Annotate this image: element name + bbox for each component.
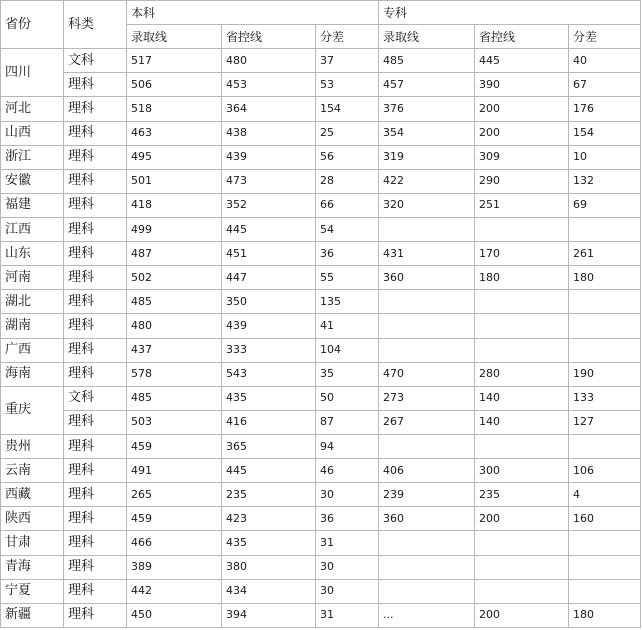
category-cell: 文科 <box>64 386 127 410</box>
undergrad-admit-line-cell: 450 <box>127 603 222 627</box>
junior-difference-cell: 67 <box>569 73 641 97</box>
junior-control-line-cell <box>475 338 569 362</box>
header-junior-control-line: 省控线 <box>475 25 569 49</box>
junior-difference-cell: 10 <box>569 145 641 169</box>
junior-control-line-cell: 200 <box>475 121 569 145</box>
junior-difference-cell: 133 <box>569 386 641 410</box>
undergrad-control-line-cell: 439 <box>222 145 316 169</box>
junior-difference-cell <box>569 290 641 314</box>
junior-admit-line-cell: 470 <box>379 362 475 386</box>
junior-admit-line-cell: 376 <box>379 97 475 121</box>
junior-control-line-cell <box>475 555 569 579</box>
category-cell: 理科 <box>64 531 127 555</box>
junior-admit-line-cell: 354 <box>379 121 475 145</box>
junior-admit-line-cell <box>379 290 475 314</box>
undergrad-admit-line-cell: 487 <box>127 242 222 266</box>
undergrad-difference-cell: 30 <box>316 555 379 579</box>
junior-difference-cell <box>569 217 641 241</box>
category-cell: 理科 <box>64 73 127 97</box>
junior-control-line-cell: 290 <box>475 169 569 193</box>
category-cell: 理科 <box>64 338 127 362</box>
category-cell: 理科 <box>64 314 127 338</box>
table-row <box>1 314 641 338</box>
province-cell: 安徽 <box>1 169 64 193</box>
category-cell: 文科 <box>64 49 127 73</box>
table-row <box>1 217 641 241</box>
undergrad-admit-line-cell: 466 <box>127 531 222 555</box>
category-cell: 理科 <box>64 217 127 241</box>
junior-admit-line-cell <box>379 555 475 579</box>
undergrad-difference-cell: 30 <box>316 579 379 603</box>
header-junior-admit-line: 录取线 <box>379 25 475 49</box>
undergrad-difference-cell: 30 <box>316 483 379 507</box>
junior-control-line-cell: 170 <box>475 242 569 266</box>
undergrad-control-line-cell: 445 <box>222 459 316 483</box>
undergrad-difference-cell: 53 <box>316 73 379 97</box>
undergrad-control-line-cell: 473 <box>222 169 316 193</box>
undergrad-admit-line-cell: 480 <box>127 314 222 338</box>
junior-difference-cell: 180 <box>569 266 641 290</box>
junior-control-line-cell: 140 <box>475 410 569 434</box>
undergrad-control-line-cell: 352 <box>222 193 316 217</box>
junior-control-line-cell <box>475 314 569 338</box>
undergrad-difference-cell: 25 <box>316 121 379 145</box>
undergrad-difference-cell: 104 <box>316 338 379 362</box>
junior-difference-cell <box>569 579 641 603</box>
header-undergrad-admit-line: 录取线 <box>127 25 222 49</box>
junior-control-line-cell <box>475 434 569 458</box>
undergrad-admit-line-cell: 518 <box>127 97 222 121</box>
province-cell: 河南 <box>1 266 64 290</box>
category-cell: 理科 <box>64 434 127 458</box>
undergrad-control-line-cell: 394 <box>222 603 316 627</box>
undergrad-difference-cell: 31 <box>316 531 379 555</box>
province-cell: 浙江 <box>1 145 64 169</box>
category-cell: 理科 <box>64 410 127 434</box>
undergrad-difference-cell: 36 <box>316 242 379 266</box>
table-row <box>1 483 641 507</box>
junior-control-line-cell: 309 <box>475 145 569 169</box>
junior-control-line-cell: 445 <box>475 49 569 73</box>
junior-control-line-cell: 200 <box>475 507 569 531</box>
junior-admit-line-cell: 360 <box>379 507 475 531</box>
header-junior: 专科 <box>379 1 641 25</box>
undergrad-control-line-cell: 235 <box>222 483 316 507</box>
undergrad-difference-cell: 50 <box>316 386 379 410</box>
undergrad-control-line-cell: 350 <box>222 290 316 314</box>
junior-admit-line-cell: 360 <box>379 266 475 290</box>
table-row <box>1 459 641 483</box>
undergrad-admit-line-cell: 578 <box>127 362 222 386</box>
province-cell: 四川 <box>1 49 64 97</box>
table-row <box>1 145 641 169</box>
category-cell: 理科 <box>64 242 127 266</box>
undergrad-difference-cell: 56 <box>316 145 379 169</box>
junior-admit-line-cell <box>379 531 475 555</box>
undergrad-admit-line-cell: 459 <box>127 434 222 458</box>
junior-admit-line-cell <box>379 434 475 458</box>
undergrad-admit-line-cell: 463 <box>127 121 222 145</box>
undergrad-difference-cell: 55 <box>316 266 379 290</box>
junior-difference-cell <box>569 434 641 458</box>
category-cell: 理科 <box>64 362 127 386</box>
undergrad-control-line-cell: 453 <box>222 73 316 97</box>
junior-control-line-cell: 280 <box>475 362 569 386</box>
junior-control-line-cell: 180 <box>475 266 569 290</box>
undergrad-control-line-cell: 438 <box>222 121 316 145</box>
undergrad-control-line-cell: 380 <box>222 555 316 579</box>
undergrad-control-line-cell: 365 <box>222 434 316 458</box>
table-row <box>1 49 641 73</box>
category-cell: 理科 <box>64 603 127 627</box>
junior-control-line-cell <box>475 579 569 603</box>
table-row <box>1 531 641 555</box>
junior-difference-cell <box>569 555 641 579</box>
province-cell: 贵州 <box>1 434 64 458</box>
junior-difference-cell: 40 <box>569 49 641 73</box>
junior-admit-line-cell <box>379 338 475 362</box>
category-cell: 理科 <box>64 555 127 579</box>
undergrad-difference-cell: 54 <box>316 217 379 241</box>
undergrad-control-line-cell: 447 <box>222 266 316 290</box>
category-cell: 理科 <box>64 121 127 145</box>
undergrad-control-line-cell: 434 <box>222 579 316 603</box>
category-cell: 理科 <box>64 169 127 193</box>
province-cell: 河北 <box>1 97 64 121</box>
table-body <box>1 1 641 628</box>
undergrad-control-line-cell: 416 <box>222 410 316 434</box>
undergrad-difference-cell: 28 <box>316 169 379 193</box>
junior-difference-cell: 261 <box>569 242 641 266</box>
table-row <box>1 290 641 314</box>
table-row <box>1 362 641 386</box>
table-row <box>1 169 641 193</box>
junior-difference-cell: 176 <box>569 97 641 121</box>
junior-control-line-cell: 235 <box>475 483 569 507</box>
undergrad-control-line-cell: 543 <box>222 362 316 386</box>
junior-control-line-cell <box>475 290 569 314</box>
header-junior-difference: 分差 <box>569 25 641 49</box>
undergrad-control-line-cell: 445 <box>222 217 316 241</box>
undergrad-difference-cell: 66 <box>316 193 379 217</box>
undergrad-admit-line-cell: 517 <box>127 49 222 73</box>
junior-admit-line-cell: ... <box>379 603 475 627</box>
undergrad-admit-line-cell: 506 <box>127 73 222 97</box>
undergrad-admit-line-cell: 499 <box>127 217 222 241</box>
undergrad-admit-line-cell: 389 <box>127 555 222 579</box>
junior-difference-cell: 69 <box>569 193 641 217</box>
junior-control-line-cell: 251 <box>475 193 569 217</box>
undergrad-control-line-cell: 435 <box>222 531 316 555</box>
province-cell: 青海 <box>1 555 64 579</box>
table-row <box>1 193 641 217</box>
junior-control-line-cell: 200 <box>475 97 569 121</box>
header-undergrad-control-line: 省控线 <box>222 25 316 49</box>
province-cell: 西藏 <box>1 483 64 507</box>
category-cell: 理科 <box>64 290 127 314</box>
junior-control-line-cell: 390 <box>475 73 569 97</box>
junior-difference-cell <box>569 531 641 555</box>
junior-admit-line-cell: 273 <box>379 386 475 410</box>
junior-admit-line-cell: 485 <box>379 49 475 73</box>
undergrad-difference-cell: 154 <box>316 97 379 121</box>
undergrad-admit-line-cell: 418 <box>127 193 222 217</box>
table-row <box>1 434 641 458</box>
undergrad-control-line-cell: 480 <box>222 49 316 73</box>
junior-difference-cell: 4 <box>569 483 641 507</box>
undergrad-admit-line-cell: 491 <box>127 459 222 483</box>
junior-difference-cell: 154 <box>569 121 641 145</box>
undergrad-admit-line-cell: 265 <box>127 483 222 507</box>
province-cell: 甘肃 <box>1 531 64 555</box>
undergrad-admit-line-cell: 437 <box>127 338 222 362</box>
province-cell: 山西 <box>1 121 64 145</box>
table-row <box>1 266 641 290</box>
undergrad-difference-cell: 37 <box>316 49 379 73</box>
junior-admit-line-cell: 431 <box>379 242 475 266</box>
junior-control-line-cell <box>475 217 569 241</box>
header-category: 科类 <box>64 1 127 49</box>
junior-admit-line-cell: 320 <box>379 193 475 217</box>
header-undergrad-difference: 分差 <box>316 25 379 49</box>
category-cell: 理科 <box>64 266 127 290</box>
junior-difference-cell: 180 <box>569 603 641 627</box>
undergrad-control-line-cell: 439 <box>222 314 316 338</box>
province-cell: 陕西 <box>1 507 64 531</box>
province-cell: 湖南 <box>1 314 64 338</box>
undergrad-difference-cell: 94 <box>316 434 379 458</box>
category-cell: 理科 <box>64 97 127 121</box>
category-cell: 理科 <box>64 145 127 169</box>
province-cell: 广西 <box>1 338 64 362</box>
undergrad-control-line-cell: 451 <box>222 242 316 266</box>
undergrad-difference-cell: 36 <box>316 507 379 531</box>
province-cell: 宁夏 <box>1 579 64 603</box>
table-row <box>1 507 641 531</box>
table-row <box>1 579 641 603</box>
table-row <box>1 121 641 145</box>
header-row-group <box>1 1 641 25</box>
junior-admit-line-cell: 239 <box>379 483 475 507</box>
undergrad-admit-line-cell: 495 <box>127 145 222 169</box>
junior-admit-line-cell <box>379 579 475 603</box>
province-cell: 湖北 <box>1 290 64 314</box>
province-cell: 山东 <box>1 242 64 266</box>
category-cell: 理科 <box>64 459 127 483</box>
undergrad-admit-line-cell: 502 <box>127 266 222 290</box>
header-province: 省份 <box>1 1 64 49</box>
undergrad-control-line-cell: 423 <box>222 507 316 531</box>
table-row <box>1 338 641 362</box>
junior-difference-cell: 127 <box>569 410 641 434</box>
undergrad-admit-line-cell: 501 <box>127 169 222 193</box>
undergrad-admit-line-cell: 485 <box>127 386 222 410</box>
undergrad-control-line-cell: 435 <box>222 386 316 410</box>
junior-difference-cell: 106 <box>569 459 641 483</box>
undergrad-difference-cell: 35 <box>316 362 379 386</box>
undergrad-difference-cell: 87 <box>316 410 379 434</box>
header-undergrad: 本科 <box>127 1 379 25</box>
table-row <box>1 97 641 121</box>
table-row <box>1 555 641 579</box>
undergrad-control-line-cell: 364 <box>222 97 316 121</box>
undergrad-control-line-cell: 333 <box>222 338 316 362</box>
table-row <box>1 386 641 410</box>
undergrad-admit-line-cell: 442 <box>127 579 222 603</box>
undergrad-difference-cell: 31 <box>316 603 379 627</box>
junior-admit-line-cell: 406 <box>379 459 475 483</box>
junior-admit-line-cell <box>379 314 475 338</box>
junior-difference-cell <box>569 338 641 362</box>
table-row <box>1 73 641 97</box>
junior-control-line-cell <box>475 531 569 555</box>
junior-admit-line-cell <box>379 217 475 241</box>
province-cell: 福建 <box>1 193 64 217</box>
category-cell: 理科 <box>64 193 127 217</box>
junior-difference-cell: 160 <box>569 507 641 531</box>
table-row <box>1 410 641 434</box>
category-cell: 理科 <box>64 507 127 531</box>
province-cell: 云南 <box>1 459 64 483</box>
undergrad-admit-line-cell: 503 <box>127 410 222 434</box>
junior-admit-line-cell: 457 <box>379 73 475 97</box>
province-cell: 新疆 <box>1 603 64 627</box>
undergrad-difference-cell: 41 <box>316 314 379 338</box>
junior-difference-cell: 190 <box>569 362 641 386</box>
undergrad-difference-cell: 46 <box>316 459 379 483</box>
junior-control-line-cell: 200 <box>475 603 569 627</box>
table-row <box>1 242 641 266</box>
province-cell: 重庆 <box>1 386 64 434</box>
undergrad-admit-line-cell: 485 <box>127 290 222 314</box>
junior-control-line-cell: 300 <box>475 459 569 483</box>
category-cell: 理科 <box>64 579 127 603</box>
junior-control-line-cell: 140 <box>475 386 569 410</box>
junior-difference-cell: 132 <box>569 169 641 193</box>
junior-admit-line-cell: 422 <box>379 169 475 193</box>
province-cell: 海南 <box>1 362 64 386</box>
undergrad-admit-line-cell: 459 <box>127 507 222 531</box>
province-cell: 江西 <box>1 217 64 241</box>
table-row <box>1 603 641 627</box>
undergrad-difference-cell: 135 <box>316 290 379 314</box>
junior-admit-line-cell: 319 <box>379 145 475 169</box>
junior-admit-line-cell: 267 <box>379 410 475 434</box>
category-cell: 理科 <box>64 483 127 507</box>
junior-difference-cell <box>569 314 641 338</box>
